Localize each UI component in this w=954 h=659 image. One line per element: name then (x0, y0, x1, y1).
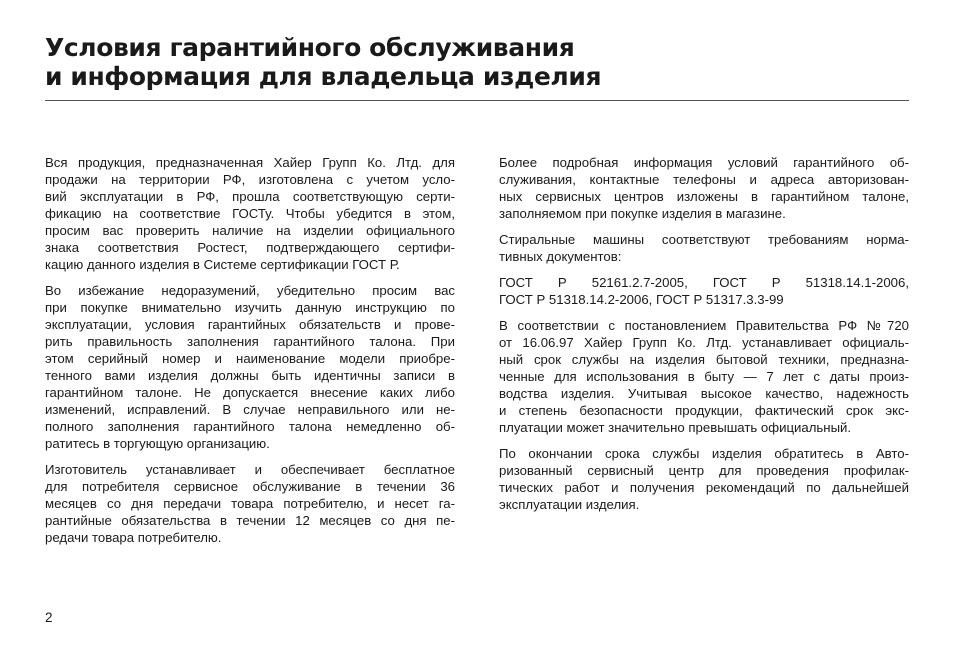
text-line: месяцев со дня передачи товара потребителю, и несет га- (45, 496, 455, 511)
paragraph (499, 231, 909, 265)
paragraph (499, 317, 909, 436)
text-line: Стиральные машины соответствуют требованиям норма- (499, 232, 909, 247)
text-line: ризованный сервисный центр для проведения профилак- (499, 463, 909, 478)
text-line: рить правильность заполнения гарантийного талона. При (45, 334, 455, 349)
text-line: ратитесь в торгующую организацию. (45, 436, 270, 451)
text-line: гарантийном талоне. Не допускается внесение каких либо (45, 385, 455, 400)
text-line: ный срок службы на изделия бытовой техники, предназна- (499, 352, 909, 367)
text-line: тивных документов: (499, 249, 622, 264)
text-line: По окончании срока службы изделия обратитесь в Авто- (499, 446, 909, 461)
header-divider (45, 100, 909, 101)
text-line: Более подробная информация условий гарантийного об- (499, 155, 909, 170)
text-line: редачи товара потребителю. (45, 530, 222, 545)
text-line: Во избежание недоразумений, убедительно просим вас (45, 283, 455, 298)
text-line: Изготовитель устанавливает и обеспечивает бесплатное (45, 462, 455, 477)
text-line: при покупке внимательно изучить данную инструкцию по (45, 300, 455, 315)
text-line: служивания, контактные телефоны и адреса авторизован- (499, 172, 909, 187)
text-line: тенного вами изделия должны быть идентичны записи в (45, 368, 455, 383)
text-line: ГОСТ Р 51318.14.2-2006, ГОСТ Р 51317.3.3-99 (499, 292, 784, 307)
page-number: 2 (45, 610, 53, 625)
page-title (45, 33, 601, 91)
text-line: для потребителя сервисное обслуживание в течении 36 (45, 479, 455, 494)
text-line: кацию данного изделия в Системе сертификации ГОСТ Р. (45, 257, 400, 272)
text-line: эксплуатации, условия гарантийных обязательств и прове- (45, 317, 455, 332)
text-line: тических работ и получения рекомендаций по дальнейшей (499, 480, 909, 495)
text-line: эксплуатации изделия. (499, 497, 640, 512)
text-line: вий эксплуатации в РФ, прошла соответствующую серти- (45, 189, 455, 204)
text-line: просим вас проверить наличие на изделии официального (45, 223, 455, 238)
text-line: ных сервисных центров изложены в гарантийном талоне, (499, 189, 909, 204)
paragraph (499, 274, 909, 308)
text-line: продажи на территории РФ, изготовлена с учетом усло- (45, 172, 455, 187)
text-line: водства изделия. Учитывая высокое качество, надежность (499, 386, 909, 401)
text-line: изменений, исправлений. В случае неправильного или не- (45, 402, 455, 417)
text-line: фикацию на соответствие ГОСТу. Чтобы убедится в этом, (45, 206, 455, 221)
text-line: В соответствии с постановлением Правительства РФ №720 (499, 318, 909, 333)
right-text-column (499, 154, 909, 522)
text-line: этом серийный номер и наименование модели приобре- (45, 351, 455, 366)
text-line: ченные для использования в быту — 7 лет с даты произ- (499, 369, 909, 384)
text-line: от 16.06.97 Хайер Групп Ко. Лтд. устанавливает официаль- (499, 335, 909, 350)
text-line: Вся продукция, предназначенная Хайер Групп Ко. Лтд. для (45, 155, 455, 170)
text-line: плуатации может значительно превышать официальный. (499, 420, 852, 435)
title-line-1: Условия гарантийного обслуживания (45, 33, 575, 62)
text-line: ГОСТ Р 52161.2.7-2005, ГОСТ Р 51318.14.1-2006, (499, 275, 909, 290)
paragraph (45, 282, 455, 452)
text-line: рантийные обязательства в течении 12 месяцев со дня пе- (45, 513, 455, 528)
paragraph (45, 154, 455, 273)
left-text-column (45, 154, 455, 555)
paragraph (499, 445, 909, 513)
text-line: полного заполнения гарантийного талона немедленно об- (45, 419, 455, 434)
paragraph (45, 461, 455, 546)
text-line: знака соответствия Ростест, подтверждающего сертифи- (45, 240, 455, 255)
title-line-2: и информация для владельца изделия (45, 62, 602, 91)
text-line: заполняемом при покупке изделия в магазине. (499, 206, 786, 221)
text-line: и степень безопасности продукции, фактический срок экс- (499, 403, 909, 418)
paragraph (499, 154, 909, 222)
